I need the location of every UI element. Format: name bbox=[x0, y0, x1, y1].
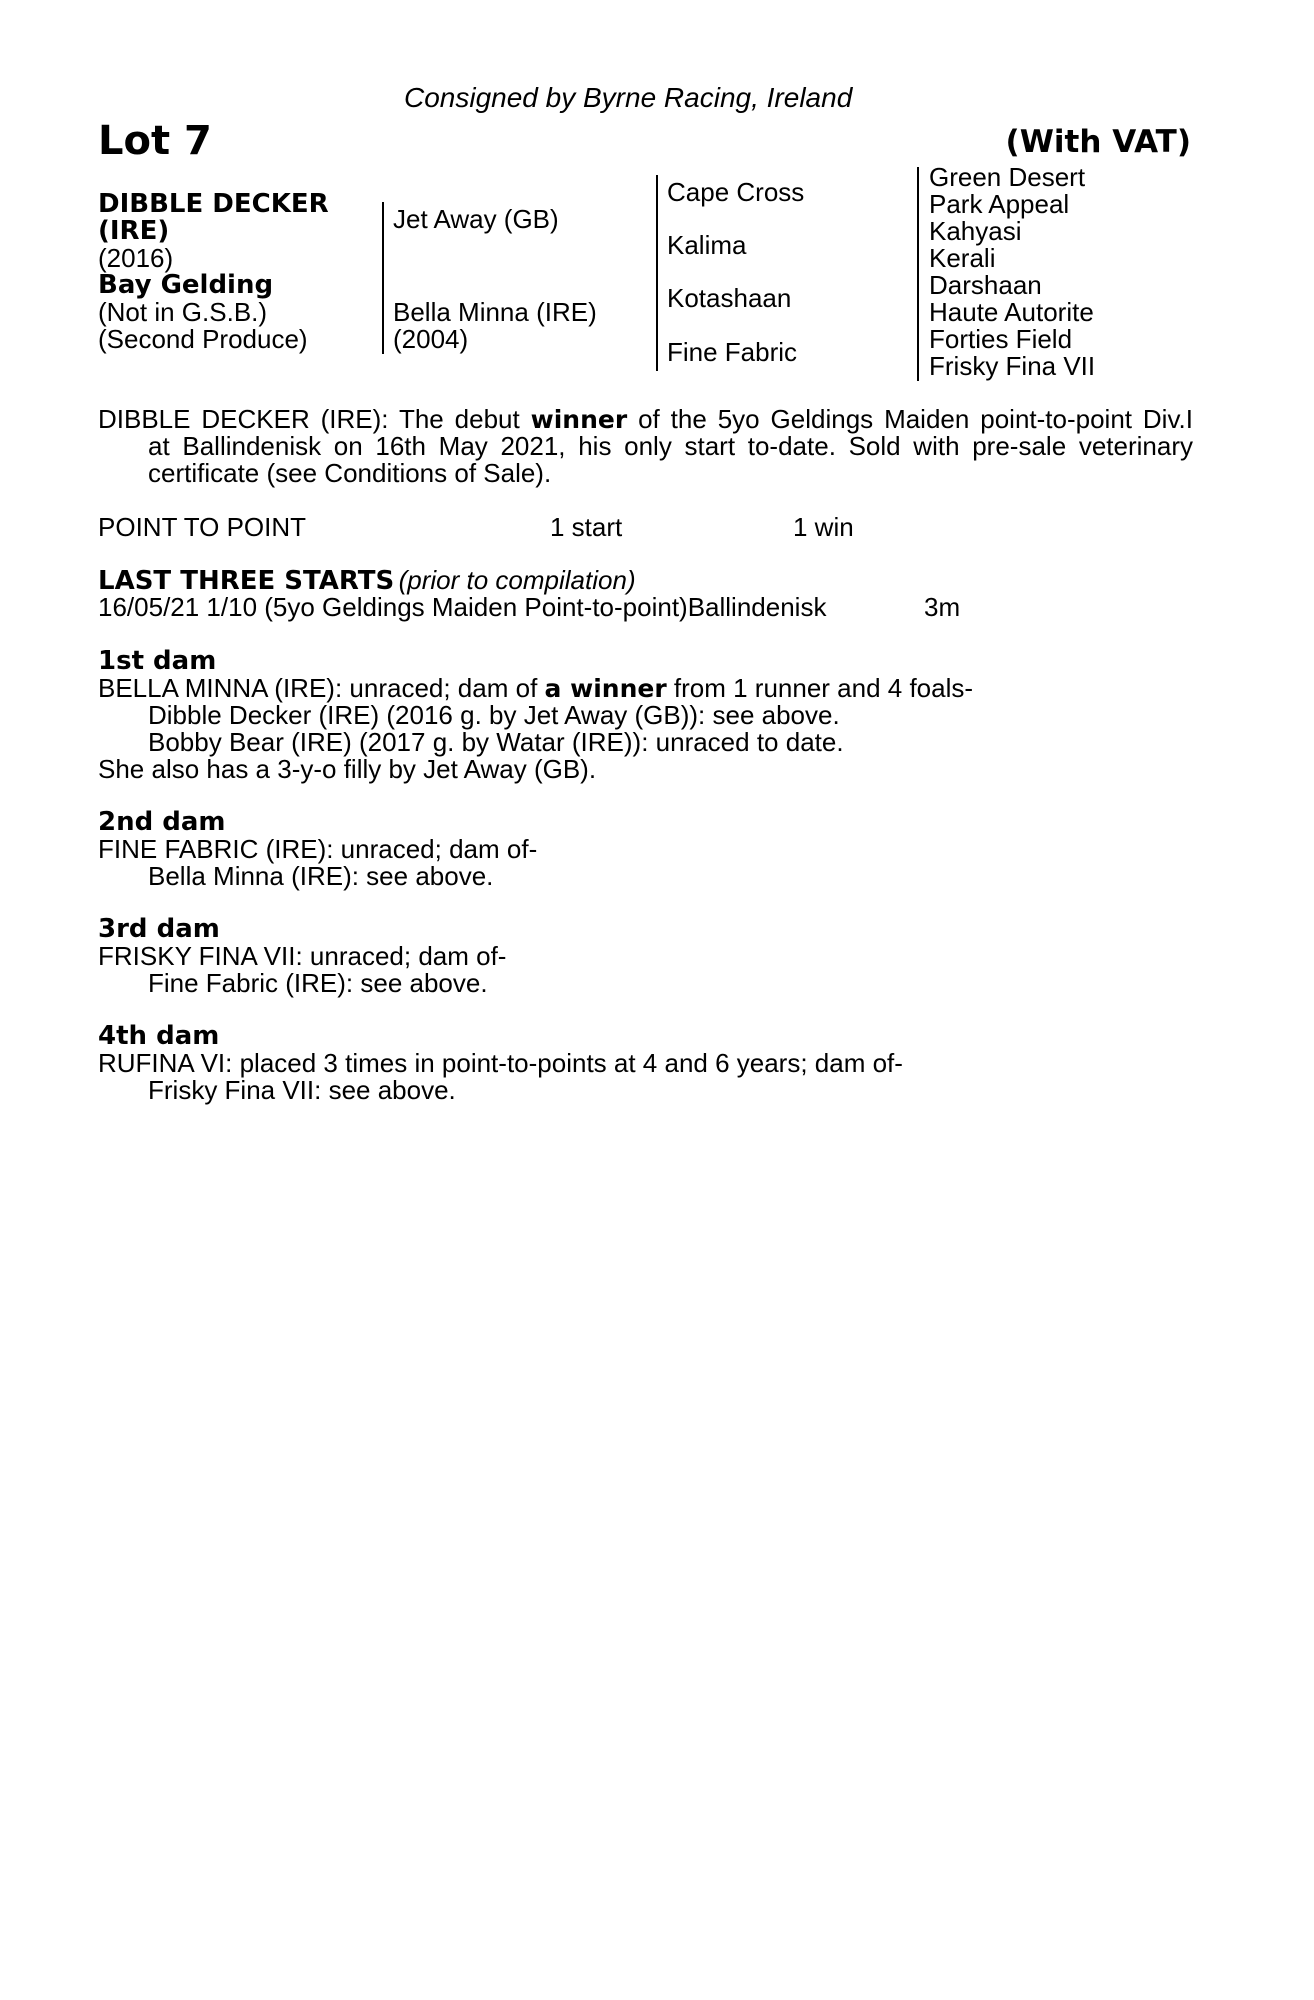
dam-extra: She also has a 3-y-o filly by Jet Away (GB). bbox=[98, 754, 597, 784]
dam-section-4 bbox=[98, 1023, 1193, 1104]
summary-paragraph bbox=[98, 406, 1193, 487]
pedigree-sire: Jet Away (GB) bbox=[393, 204, 559, 234]
dam-section-2 bbox=[98, 809, 1193, 890]
summary-text: DIBBLE DECKER (IRE): The debut bbox=[98, 404, 531, 434]
horse-gsb: (Not in G.S.B.) bbox=[98, 297, 268, 327]
pedigree-dam: Bella Minna (IRE) bbox=[393, 297, 597, 327]
record-starts: 1 start bbox=[550, 512, 623, 542]
summary-text: of the 5yo Geldings Maiden point-to-point Div.I bbox=[627, 404, 1193, 434]
dam-intro-text: BELLA MINNA (IRE): unraced; dam of bbox=[98, 673, 545, 703]
summary-line bbox=[98, 406, 1193, 433]
record-wins: 1 win bbox=[793, 512, 854, 542]
horse-year: (2016) bbox=[98, 243, 174, 273]
summary-line: certificate (see Conditions of Sale). bbox=[148, 458, 552, 488]
pedigree-grandparent: Kalima bbox=[667, 230, 747, 260]
pedigree-ancestor: Darshaan bbox=[929, 270, 1042, 300]
dam-intro bbox=[98, 675, 1193, 702]
pedigree-ancestor: Park Appeal bbox=[929, 189, 1070, 219]
dam-section-3 bbox=[98, 916, 1193, 997]
pedigree-ancestor: Haute Autorite bbox=[929, 297, 1094, 327]
pedigree-ancestor: Green Desert bbox=[929, 162, 1086, 192]
lot-number: Lot 7 bbox=[98, 118, 212, 164]
pedigree-divider-3 bbox=[917, 167, 919, 381]
dam-intro-highlight: a winner bbox=[544, 674, 667, 703]
pedigree-grandparent: Kotashaan bbox=[667, 283, 792, 313]
consignor-line: Consigned by Byrne Racing, Ireland bbox=[404, 82, 853, 113]
pedigree-ancestor: Kahyasi bbox=[929, 216, 1022, 246]
pedigree-ancestor: Kerali bbox=[929, 243, 996, 273]
dam-heading: 2nd dam bbox=[98, 807, 226, 837]
dam-section-1 bbox=[98, 648, 1193, 783]
horse-identity bbox=[98, 191, 329, 353]
pedigree-divider-2 bbox=[656, 175, 658, 371]
pedigree-ancestor: Frisky Fina VII bbox=[929, 351, 1096, 381]
vat-status: (With VAT) bbox=[1005, 124, 1191, 160]
dam-heading: 1st dam bbox=[98, 646, 217, 676]
last-starts-note: (prior to compilation) bbox=[398, 565, 636, 595]
dam-heading: 3rd dam bbox=[98, 914, 220, 944]
dam-intro: RUFINA VI: placed 3 times in point-to-points at 4 and 6 years; dam of- bbox=[98, 1048, 903, 1078]
horse-produce: (Second Produce) bbox=[98, 324, 308, 354]
dam-heading: 4th dam bbox=[98, 1021, 220, 1051]
summary-line: at Ballindenisk on 16th May 2021, his only start to-date. Sold with pre-sale veterinary bbox=[148, 431, 1193, 461]
dam-intro: FINE FABRIC (IRE): unraced; dam of- bbox=[98, 834, 538, 864]
horse-sex: Bay Gelding bbox=[98, 270, 274, 300]
dam-intro: FRISKY FINA VII: unraced; dam of- bbox=[98, 941, 507, 971]
race-row-text: 16/05/21 1/10 (5yo Geldings Maiden Point-to-point)Ballindenisk bbox=[98, 592, 827, 622]
pedigree-dam-year: (2004) bbox=[393, 324, 469, 354]
pedigree-divider-1 bbox=[382, 202, 384, 354]
summary-highlight: winner bbox=[530, 405, 628, 434]
last-starts-title: LAST THREE STARTS bbox=[98, 566, 395, 596]
horse-name: DIBBLE DECKER bbox=[98, 189, 329, 219]
horse-country: (IRE) bbox=[98, 216, 170, 246]
pedigree-great-grandparents bbox=[929, 164, 1095, 380]
produce-item: Bobby Bear (IRE) (2017 g. by Watar (IRE)): unraced to date. bbox=[148, 727, 844, 757]
dam-intro-text: from 1 runner and 4 foals- bbox=[666, 673, 974, 703]
produce-item: Frisky Fina VII: see above. bbox=[148, 1075, 456, 1105]
race-row-distance: 3m bbox=[924, 592, 961, 622]
produce-item: Fine Fabric (IRE): see above. bbox=[148, 968, 488, 998]
pedigree-grandparent: Fine Fabric bbox=[667, 337, 798, 367]
produce-item: Dibble Decker (IRE) (2016 g. by Jet Away (GB)): see above. bbox=[148, 700, 840, 730]
pedigree-ancestor: Forties Field bbox=[929, 324, 1073, 354]
pedigree-grandparent: Cape Cross bbox=[667, 177, 805, 207]
produce-item: Bella Minna (IRE): see above. bbox=[148, 861, 494, 891]
record-label: POINT TO POINT bbox=[98, 512, 307, 542]
